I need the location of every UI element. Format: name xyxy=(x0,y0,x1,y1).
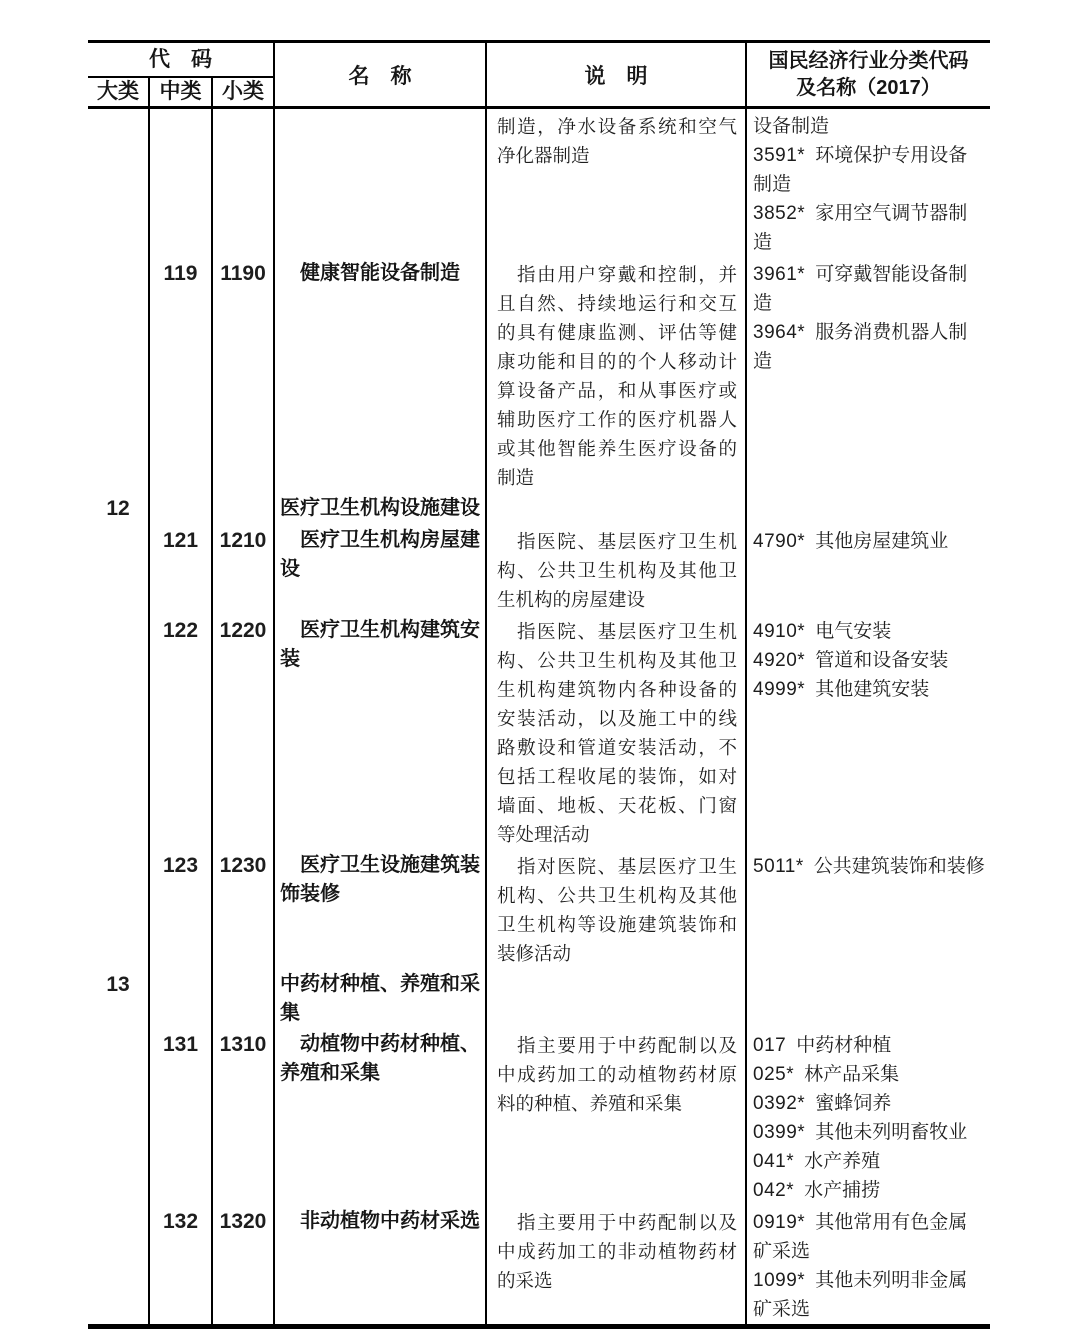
cell-major-code: 12 xyxy=(88,492,149,524)
industry-ref-code: 0919* xyxy=(753,1212,806,1233)
industry-ref-code: 3964* xyxy=(753,322,806,343)
industry-ref-code: 3591* xyxy=(753,145,806,166)
industry-ref-entry xyxy=(753,527,986,556)
cell-description: 指医院、基层医疗卫生机构、公共卫生机构及其他卫生机构建筑物内各种设备的安装活动，以及施工中的线路敷设和管道安装活动，不包括工程收尾的装饰，如对墙面、地板、天花板、门窗等处理活动 xyxy=(486,614,746,849)
industry-ref-label: 中药材种植 xyxy=(796,1035,892,1056)
industry-ref-entry xyxy=(753,1266,986,1324)
table-row xyxy=(88,108,990,258)
industry-ref-code: 025* xyxy=(753,1064,795,1085)
cell-major-code xyxy=(88,524,149,614)
cell-mid-code: 122 xyxy=(149,614,212,849)
cell-minor-code xyxy=(212,492,274,524)
industry-ref-code: 5011* xyxy=(753,856,804,877)
header-description-column: 说 明 xyxy=(486,42,746,108)
cell-industry-refs xyxy=(746,614,990,849)
cell-name: 中药材种植、养殖和采集 xyxy=(274,968,486,1028)
cell-description: 指医院、基层医疗卫生机构、公共卫生机构及其他卫生机构的房屋建设 xyxy=(486,524,746,614)
cell-industry-refs xyxy=(746,849,990,968)
industry-ref-code: 042* xyxy=(753,1180,795,1201)
industry-ref-code: 0399* xyxy=(753,1122,806,1143)
industry-ref-label: 其他未列明非金属矿采选 xyxy=(753,1270,968,1320)
industry-ref-label: 设备制造 xyxy=(753,116,830,137)
industry-ref-entry xyxy=(753,852,986,881)
cell-industry-refs xyxy=(746,1028,990,1205)
industry-ref-entry xyxy=(753,1147,986,1176)
header-industry-ref-line1: 国民经济行业分类代码 xyxy=(768,49,969,72)
cell-mid-code xyxy=(149,968,212,1028)
cell-description: 指由用户穿戴和控制，并且自然、持续地运行和交互的具有健康监测、评估等健康功能和目的的个人移动计算设备产品，和从事医疗或辅助医疗工作的医疗机器人或其他智能养生医疗设备的制造 xyxy=(486,257,746,492)
cell-description: 指主要用于中药配制以及中成药加工的非动植物药材的采选 xyxy=(486,1205,746,1327)
industry-ref-entry xyxy=(753,141,986,199)
classification-table xyxy=(88,40,990,1329)
cell-major-code xyxy=(88,257,149,492)
industry-ref-entry xyxy=(753,1176,986,1205)
cell-mid-code xyxy=(149,492,212,524)
table-row xyxy=(88,492,990,524)
industry-ref-entry xyxy=(753,199,986,257)
industry-ref-label: 可穿戴智能设备制造 xyxy=(753,264,968,314)
cell-description: 制造，净水设备系统和空气净化器制造 xyxy=(486,108,746,258)
cell-name xyxy=(274,108,486,258)
header-mid-class: 中类 xyxy=(149,77,212,108)
cell-name: 医疗卫生设施建筑装饰装修 xyxy=(274,849,486,968)
cell-name: 医疗卫生机构设施建设 xyxy=(274,492,486,524)
cell-industry-refs xyxy=(746,1205,990,1327)
table-header xyxy=(88,42,990,108)
industry-ref-entry xyxy=(753,112,986,141)
industry-ref-entry xyxy=(753,1089,986,1118)
industry-ref-entry xyxy=(753,1118,986,1147)
cell-industry-refs xyxy=(746,968,990,1028)
cell-minor-code: 1320 xyxy=(212,1205,274,1327)
header-industry-ref-line2: 及名称（2017） xyxy=(796,76,941,99)
header-major-class: 大类 xyxy=(88,77,149,108)
table-row xyxy=(88,257,990,492)
industry-ref-code: 4790* xyxy=(753,531,806,552)
cell-major-code xyxy=(88,849,149,968)
cell-major-code xyxy=(88,614,149,849)
cell-mid-code: 132 xyxy=(149,1205,212,1327)
industry-ref-entry xyxy=(753,1031,986,1060)
cell-mid-code: 131 xyxy=(149,1028,212,1205)
industry-ref-code: 3852* xyxy=(753,203,806,224)
cell-major-code xyxy=(88,1028,149,1205)
industry-ref-entry xyxy=(753,1060,986,1089)
cell-name: 健康智能设备制造 xyxy=(274,257,486,492)
cell-description: 指主要用于中药配制以及中成药加工的动植物药材原料的种植、养殖和采集 xyxy=(486,1028,746,1205)
industry-ref-label: 公共建筑装饰和装修 xyxy=(813,856,985,877)
cell-mid-code xyxy=(149,108,212,258)
table-row xyxy=(88,849,990,968)
cell-description: 指对医院、基层医疗卫生机构、公共卫生机构及其他卫生机构等设施建筑装饰和装修活动 xyxy=(486,849,746,968)
industry-ref-code: 4999* xyxy=(753,679,806,700)
cell-mid-code: 123 xyxy=(149,849,212,968)
cell-minor-code xyxy=(212,968,274,1028)
industry-ref-code: 3961* xyxy=(753,264,806,285)
header-code-group: 代 码 xyxy=(88,42,274,78)
industry-ref-entry xyxy=(753,318,986,376)
industry-ref-label: 环境保护专用设备制造 xyxy=(753,145,968,195)
header-row-top xyxy=(88,42,990,78)
table-row xyxy=(88,968,990,1028)
industry-ref-code: 041* xyxy=(753,1151,795,1172)
cell-mid-code: 121 xyxy=(149,524,212,614)
industry-ref-label: 其他常用有色金属矿采选 xyxy=(753,1212,968,1262)
cell-description xyxy=(486,968,746,1028)
cell-name: 非动植物中药材采选 xyxy=(274,1205,486,1327)
industry-ref-code: 0392* xyxy=(753,1093,806,1114)
cell-mid-code: 119 xyxy=(149,257,212,492)
industry-ref-label: 林产品采集 xyxy=(804,1064,900,1085)
header-industry-ref-column xyxy=(746,42,990,108)
cell-minor-code: 1310 xyxy=(212,1028,274,1205)
table-row xyxy=(88,1205,990,1327)
table-row xyxy=(88,1028,990,1205)
table-row xyxy=(88,614,990,849)
industry-ref-label: 管道和设备安装 xyxy=(815,650,949,671)
industry-ref-entry xyxy=(753,646,986,675)
industry-ref-label: 水产养殖 xyxy=(804,1151,881,1172)
industry-ref-entry xyxy=(753,617,986,646)
industry-ref-code: 017 xyxy=(753,1035,787,1056)
header-minor-class: 小类 xyxy=(212,77,274,108)
industry-ref-code: 4920* xyxy=(753,650,806,671)
industry-ref-label: 其他未列明畜牧业 xyxy=(815,1122,968,1143)
table-body xyxy=(88,108,990,1327)
cell-minor-code: 1230 xyxy=(212,849,274,968)
cell-name: 动植物中药材种植、养殖和采集 xyxy=(274,1028,486,1205)
industry-ref-label: 水产捕捞 xyxy=(804,1180,881,1201)
industry-ref-label: 其他房屋建筑业 xyxy=(815,531,949,552)
table-row xyxy=(88,524,990,614)
cell-industry-refs xyxy=(746,257,990,492)
cell-description xyxy=(486,492,746,524)
cell-minor-code: 1210 xyxy=(212,524,274,614)
industry-ref-label: 家用空气调节器制造 xyxy=(753,203,968,253)
header-name-column: 名 称 xyxy=(274,42,486,108)
industry-ref-code: 1099* xyxy=(753,1270,806,1291)
industry-ref-label: 电气安装 xyxy=(815,621,892,642)
cell-major-code xyxy=(88,1205,149,1327)
cell-name: 医疗卫生机构建筑安装 xyxy=(274,614,486,849)
cell-industry-refs xyxy=(746,524,990,614)
industry-ref-entry xyxy=(753,260,986,318)
cell-name: 医疗卫生机构房屋建设 xyxy=(274,524,486,614)
industry-ref-label: 服务消费机器人制造 xyxy=(753,322,968,372)
industry-ref-code: 4910* xyxy=(753,621,806,642)
cell-industry-refs xyxy=(746,492,990,524)
cell-major-code: 13 xyxy=(88,968,149,1028)
cell-minor-code: 1190 xyxy=(212,257,274,492)
industry-ref-entry xyxy=(753,675,986,704)
industry-ref-label: 其他建筑安装 xyxy=(815,679,930,700)
cell-minor-code xyxy=(212,108,274,258)
cell-industry-refs xyxy=(746,108,990,258)
industry-ref-label: 蜜蜂饲养 xyxy=(815,1093,892,1114)
cell-minor-code: 1220 xyxy=(212,614,274,849)
cell-major-code xyxy=(88,108,149,258)
industry-ref-entry xyxy=(753,1208,986,1266)
